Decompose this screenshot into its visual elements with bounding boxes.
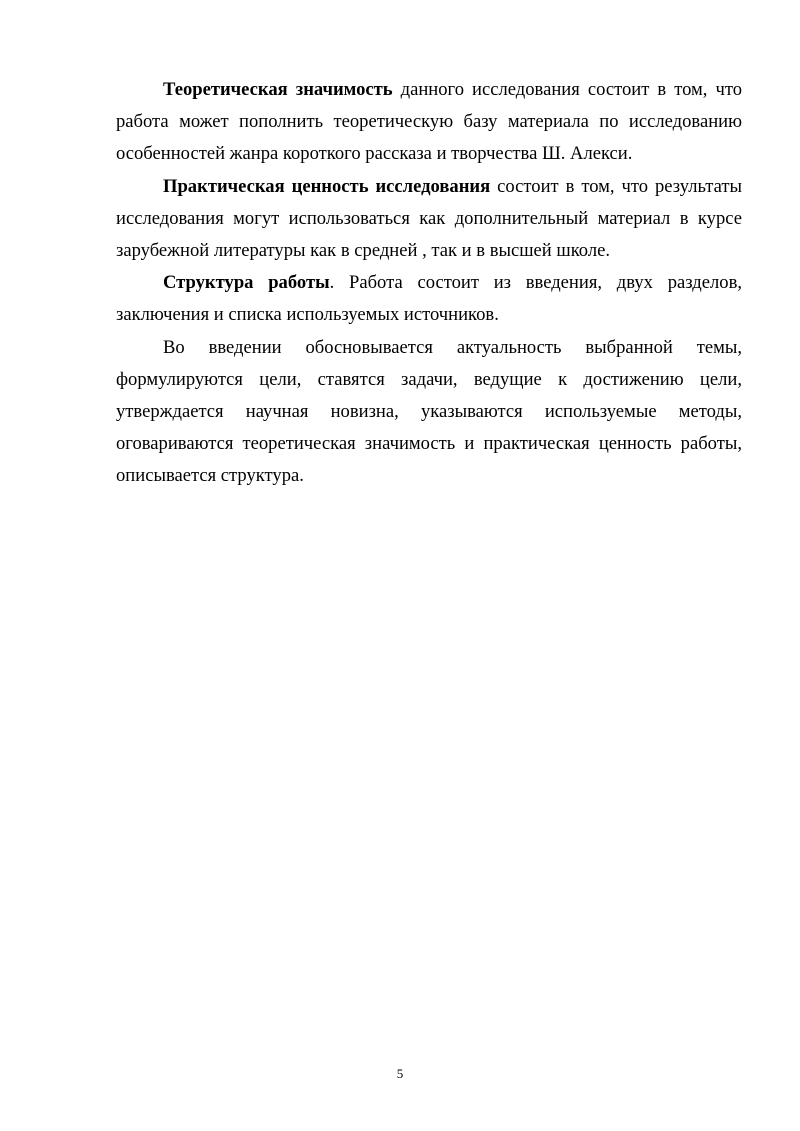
page-number: 5 [396,1066,404,1081]
paragraph-text: данного исследования состоит в том, что работа может пополнить теоретическую базу материала по исследованию особенностей жанра короткого рассказа и творчества Ш. Алекси. [116,79,742,165]
paragraph-introduction-summary [116,332,742,493]
paragraph-theoretical-significance [116,74,742,171]
paragraph-heading: Практическая ценность исследования [163,175,491,197]
paragraph-practical-value [116,171,742,268]
paragraph-text: состоит в том, что результаты исследования могут использоваться как дополнительный материал в курсе зарубежной литературы как в средней , так и в высшей школе. [116,175,742,262]
paragraph-heading: Теоретическая значимость [163,79,393,100]
paragraph-text: . Работа состоит из введения, двух разделов, заключения и списка используемых источников. [116,272,742,326]
paragraph-text: Во введении обосновывается актуальность выбранной темы, формулируются цели, ставятся задачи, ведущие к достижению цели, утверждается научная новизна, указываются используемые методы, оговариваются теоретическая значимость и практическая ценность работы, описывается структура. [116,336,742,487]
paragraph-work-structure [116,267,742,331]
document-body [116,74,742,493]
paragraph-heading: Структура работы [163,272,330,294]
